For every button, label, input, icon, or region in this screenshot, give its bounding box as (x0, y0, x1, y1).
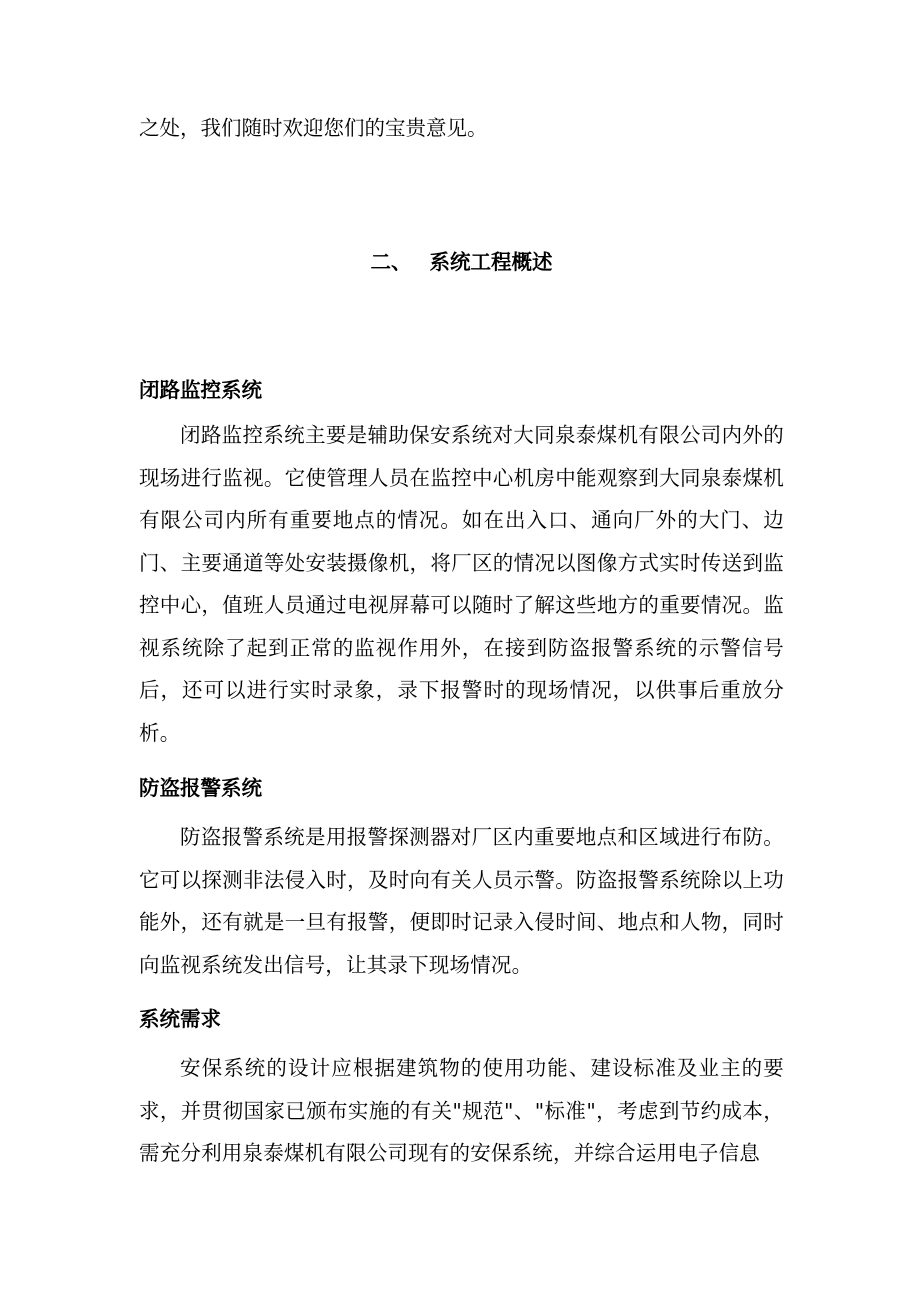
chapter-title-text: 系统工程概述 (429, 250, 553, 274)
section-body-cctv: 闭路监控系统主要是辅助保安系统对大同泉泰煤机有限公司内外的现场进行监视。它使管理人员在监控中心机房中能观察到大同泉泰煤机有限公司内所有重要地点的情况。如在出入口、通向厂外的大门、边门、主要通道等处安装摄像机，将厂区的情况以图像方式实时传送到监控中心，值班人员通过电视屏幕可以随时了解这些地方的重要情况。监视系统除了起到正常的监视作用外，在接到防盗报警系统的示警信号后，还可以进行实时录象，录下报警时的现场情况，以供事后重放分析。 (139, 423, 784, 745)
chapter-number: 二、 (370, 250, 412, 274)
section-body-requirements: 安保系统的设计应根据建筑物的使用功能、建设标准及业主的要求，并贯彻国家已颁布实施的有关"规范"、"标准"，考虑到节约成本，需充分利用泉泰煤机有限公司现有的安保系统，并综合运用电子信息 (139, 1056, 784, 1165)
section-body-burglar-alarm: 防盗报警系统是用报警探测器对厂区内重要地点和区域进行布防。它可以探测非法侵入时，及时向有关人员示警。防盗报警系统除以上功能外，还有就是一旦有报警，便即时记录入侵时间、地点和人物，同时向监视系统发出信号，让其录下现场情况。 (139, 825, 784, 977)
chapter-title (139, 242, 784, 282)
section-heading-requirements: 系统需求 (139, 1007, 221, 1031)
section-heading-burglar-alarm: 防盗报警系统 (139, 776, 262, 800)
section-heading-cctv: 闭路监控系统 (139, 378, 262, 402)
document-content (139, 108, 784, 1175)
intro-tail-paragraph: 之处，我们随时欢迎您们的宝贵意见。 (139, 116, 488, 140)
